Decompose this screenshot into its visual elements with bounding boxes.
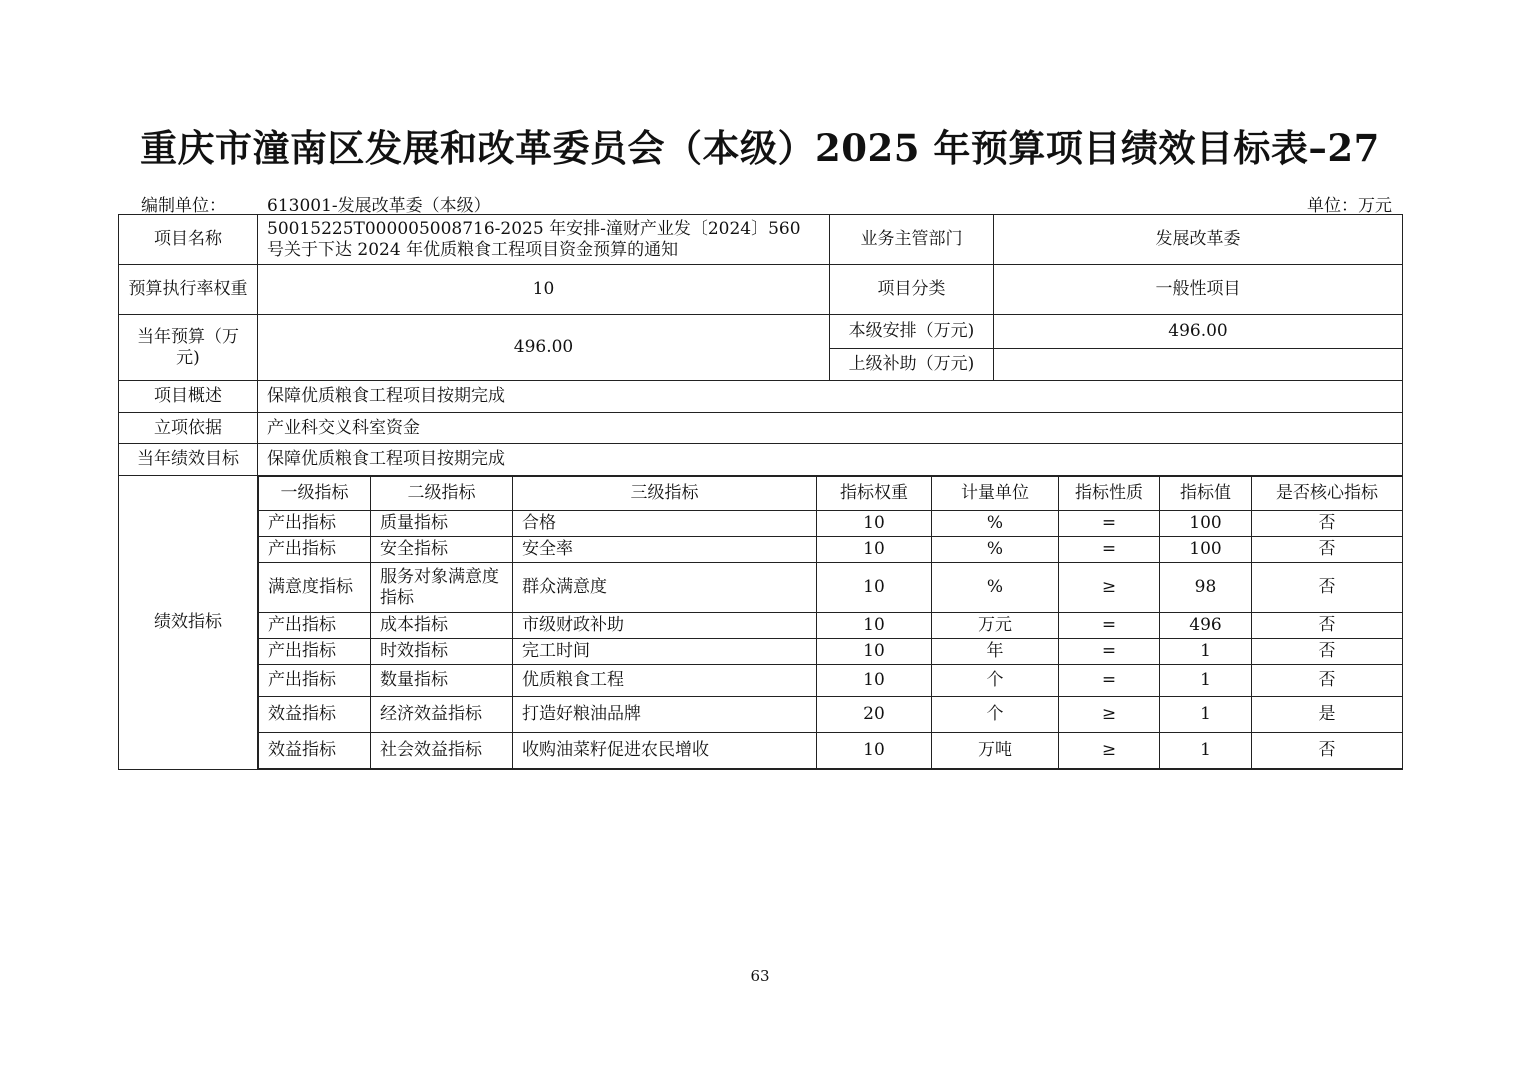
indicator-row: [259, 613, 1403, 639]
header-value: 指标值: [1160, 477, 1252, 511]
goal-label: 当年绩效目标: [119, 444, 258, 476]
cell-level3: 安全率: [513, 537, 817, 563]
page-title: 重庆市潼南区发展和改革委员会（本级）2025 年预算项目绩效目标表–27: [140, 126, 1380, 170]
cell-nature: =: [1059, 665, 1160, 697]
cell-weight: 10: [817, 733, 932, 769]
cell-nature: =: [1059, 639, 1160, 665]
cell-level1: 产出指标: [259, 613, 371, 639]
cell-level3: 收购油菜籽促进农民增收: [513, 733, 817, 769]
header-core: 是否核心指标: [1252, 477, 1403, 511]
cell-unit: %: [932, 537, 1059, 563]
cell-level1: 效益指标: [259, 697, 371, 733]
unit-label: 编制单位：: [141, 196, 226, 216]
cell-core: 否: [1252, 639, 1403, 665]
cell-level2: 社会效益指标: [371, 733, 513, 769]
cell-level2: 经济效益指标: [371, 697, 513, 733]
overview-label: 项目概述: [119, 381, 258, 413]
cell-value: 98: [1160, 563, 1252, 613]
category-label: 项目分类: [830, 265, 994, 315]
cell-weight: 10: [817, 563, 932, 613]
dept-value: 发展改革委: [994, 215, 1403, 265]
cell-unit: %: [932, 511, 1059, 537]
cell-weight: 10: [817, 511, 932, 537]
header-weight: 指标权重: [817, 477, 932, 511]
cell-nature: =: [1059, 613, 1160, 639]
category-value: 一般性项目: [994, 265, 1403, 315]
overview-value: 保障优质粮食工程项目按期完成: [258, 381, 1403, 413]
cell-level2: 数量指标: [371, 665, 513, 697]
cell-nature: =: [1059, 537, 1160, 563]
cell-level1: 产出指标: [259, 639, 371, 665]
indicator-row: [259, 665, 1403, 697]
cell-level3: 群众满意度: [513, 563, 817, 613]
cell-value: 100: [1160, 537, 1252, 563]
cell-level2: 时效指标: [371, 639, 513, 665]
cell-nature: ≥: [1059, 563, 1160, 613]
goal-value: 保障优质粮食工程项目按期完成: [258, 444, 1403, 476]
cell-weight: 10: [817, 537, 932, 563]
indicators-label: 绩效指标: [119, 476, 258, 770]
indicator-header-row: [259, 477, 1403, 511]
exec-rate-label: 预算执行率权重: [119, 265, 258, 315]
cell-core: 否: [1252, 613, 1403, 639]
cell-unit: 万吨: [932, 733, 1059, 769]
cell-core: 是: [1252, 697, 1403, 733]
cell-core: 否: [1252, 563, 1403, 613]
cell-level3: 合格: [513, 511, 817, 537]
unit-value: 613001-发展改革委（本级）: [267, 196, 491, 216]
upper-funding-label: 上级补助（万元): [830, 349, 994, 381]
cell-unit: 年: [932, 639, 1059, 665]
performance-table: [118, 214, 1403, 770]
exec-rate-value: 10: [258, 265, 830, 315]
local-funding-value: 496.00: [994, 315, 1403, 349]
cell-core: 否: [1252, 537, 1403, 563]
header-level3: 三级指标: [513, 477, 817, 511]
cell-nature: ≥: [1059, 697, 1160, 733]
header-level2: 二级指标: [371, 477, 513, 511]
currency-label: 单位：万元: [1307, 196, 1392, 216]
cell-level2: 服务对象满意度指标: [371, 563, 513, 613]
project-name-value: 50015225T000005008716-2025 年安排-潼财产业发〔2024〕560 号关于下达 2024 年优质粮食工程项目资金预算的通知: [258, 215, 830, 265]
cell-level3: 完工时间: [513, 639, 817, 665]
cell-nature: ≥: [1059, 733, 1160, 769]
header-unit: 计量单位: [932, 477, 1059, 511]
cell-level2: 成本指标: [371, 613, 513, 639]
indicators-table: [258, 476, 1403, 769]
cell-value: 100: [1160, 511, 1252, 537]
budget-label: 当年预算（万元): [119, 315, 258, 381]
indicator-row: [259, 511, 1403, 537]
cell-unit: 万元: [932, 613, 1059, 639]
cell-level1: 效益指标: [259, 733, 371, 769]
cell-unit: 个: [932, 697, 1059, 733]
local-funding-label: 本级安排（万元): [830, 315, 994, 349]
header-nature: 指标性质: [1059, 477, 1160, 511]
cell-weight: 20: [817, 697, 932, 733]
indicators-cell: [258, 476, 1403, 770]
basis-value: 产业科交义科室资金: [258, 413, 1403, 444]
header-level1: 一级指标: [259, 477, 371, 511]
cell-nature: =: [1059, 511, 1160, 537]
cell-weight: 10: [817, 613, 932, 639]
cell-weight: 10: [817, 665, 932, 697]
cell-level1: 满意度指标: [259, 563, 371, 613]
indicator-row: [259, 563, 1403, 613]
cell-level3: 优质粮食工程: [513, 665, 817, 697]
cell-core: 否: [1252, 511, 1403, 537]
cell-unit: 个: [932, 665, 1059, 697]
cell-unit: %: [932, 563, 1059, 613]
cell-level1: 产出指标: [259, 537, 371, 563]
cell-level2: 质量指标: [371, 511, 513, 537]
project-name-label: 项目名称: [119, 215, 258, 265]
cell-value: 1: [1160, 697, 1252, 733]
cell-level1: 产出指标: [259, 511, 371, 537]
budget-value: 496.00: [258, 315, 830, 381]
indicator-row: [259, 733, 1403, 769]
indicator-row: [259, 639, 1403, 665]
cell-weight: 10: [817, 639, 932, 665]
basis-label: 立项依据: [119, 413, 258, 444]
cell-value: 1: [1160, 665, 1252, 697]
cell-level1: 产出指标: [259, 665, 371, 697]
indicator-row: [259, 697, 1403, 733]
cell-core: 否: [1252, 665, 1403, 697]
cell-value: 1: [1160, 639, 1252, 665]
cell-level3: 市级财政补助: [513, 613, 817, 639]
upper-funding-value: [994, 349, 1403, 381]
cell-core: 否: [1252, 733, 1403, 769]
cell-value: 1: [1160, 733, 1252, 769]
cell-level3: 打造好粮油品牌: [513, 697, 817, 733]
page-number: 63: [750, 967, 770, 985]
cell-level2: 安全指标: [371, 537, 513, 563]
indicator-row: [259, 537, 1403, 563]
cell-value: 496: [1160, 613, 1252, 639]
dept-label: 业务主管部门: [830, 215, 994, 265]
